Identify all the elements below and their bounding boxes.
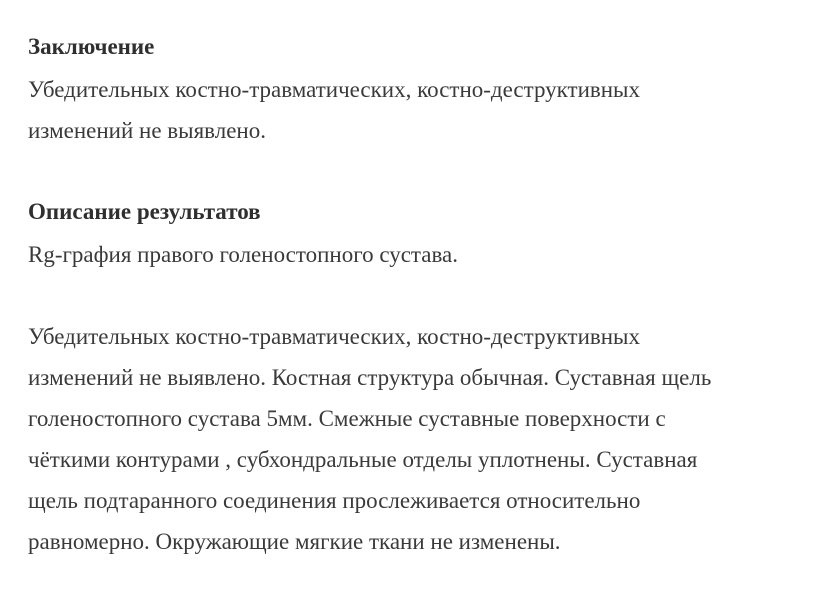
document-body [28,24,828,562]
description-section [28,189,828,562]
description-text [28,316,828,562]
description-line: щель подтаранного соединения прослеживается относительно [28,488,641,513]
section-spacer [28,151,828,189]
conclusion-line: изменений не выявлено. [28,118,266,143]
description-line: Убедительных костно-травматических, костно-деструктивных [28,324,640,349]
conclusion-section [28,24,828,151]
paragraph-spacer [28,275,828,316]
conclusion-line: Убедительных костно-травматических, костно-деструктивных [28,77,640,102]
description-line: голеностопного сустава 5мм. Смежные суставные поверхности с [28,406,666,431]
description-intro: Rg-графия правого голеностопного сустава. [28,242,458,267]
description-line: изменений не выявлено. Костная структура обычная. Суставная щель [28,365,712,390]
conclusion-heading: Заключение [28,34,155,59]
description-line: равномерно. Окружающие мягкие ткани не изменены. [28,529,561,554]
description-heading: Описание результатов [28,199,261,224]
conclusion-text [28,69,828,151]
description-line: чёткими контурами , субхондральные отделы уплотнены. Суставная [28,447,698,472]
